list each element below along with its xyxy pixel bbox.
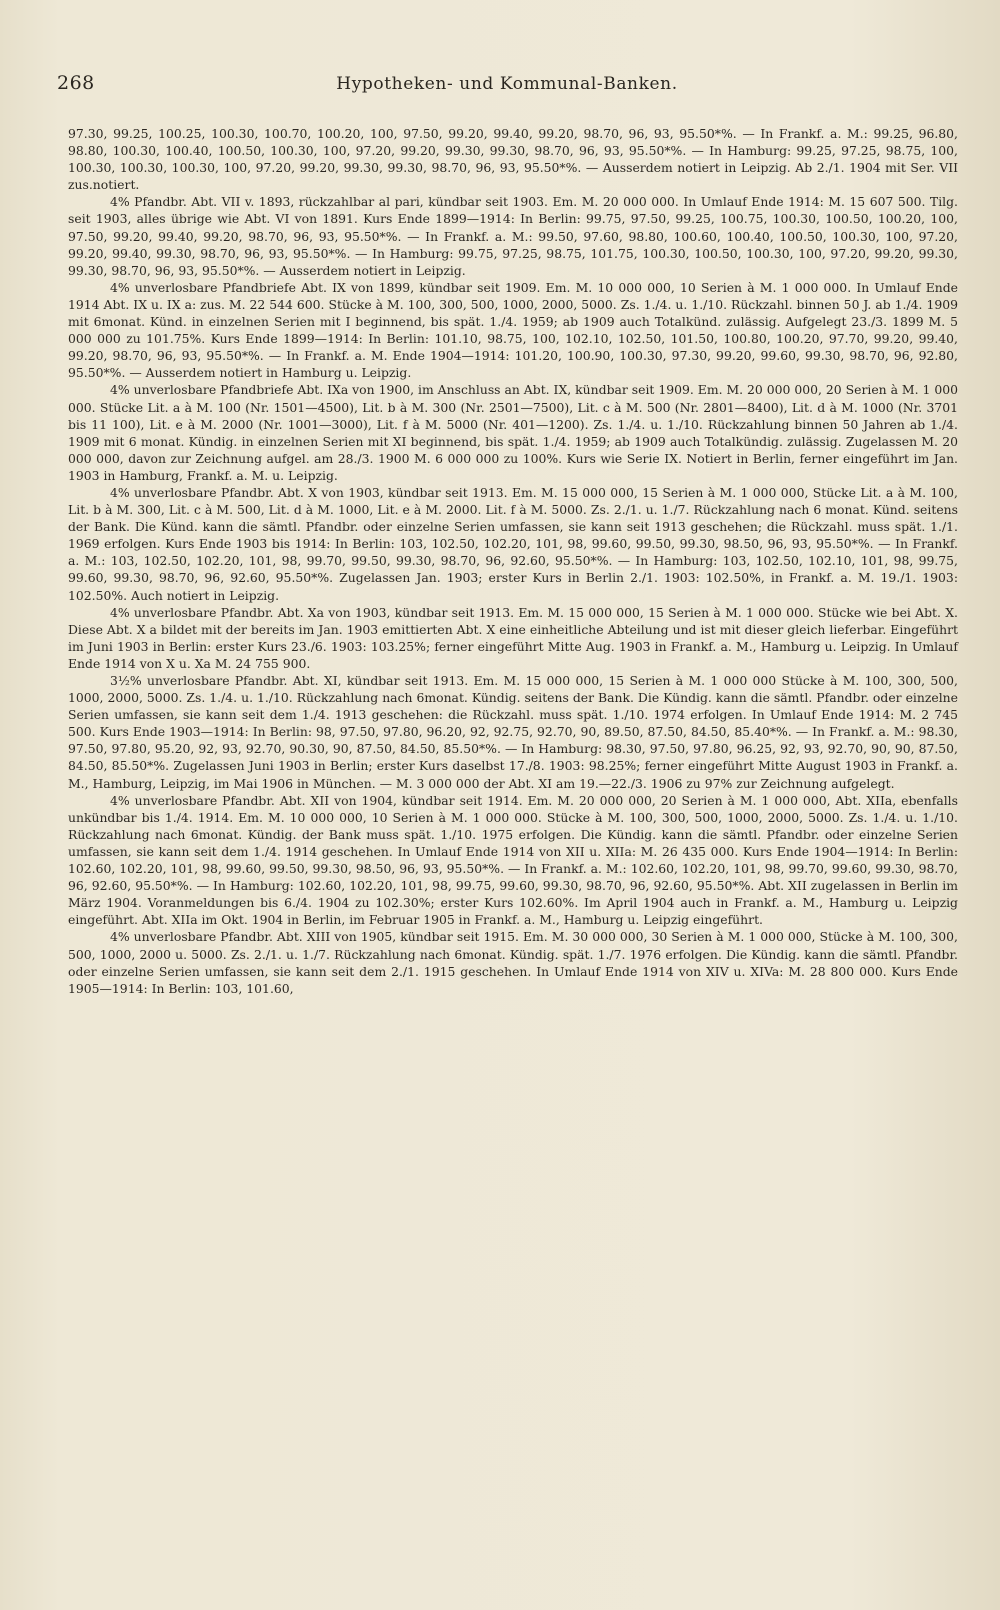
paragraph-continuation: 97.30, 99.25, 100.25, 100.30, 100.70, 100.20, 100, 97.50, 99.20, 99.40, 99.20, 98.70, 96, 93, 95.50*%. — In Frankf. a. M.: 99.25, 96.80, 98.80, 100.30, 100.40, 100.50, 100.30, 100, 97.20, 99.20, 99.30, 99.30, 98.70, 96, 93, 95.50*%. — In Hamburg: 99.25, 97.25, 98.75, 100, 100.30, 100.30, 100.30, 100, 97.20, 99.20, 99.30, 99.30, 98.70, 96, 93, 95.50*%. — Ausserdem notiert in Leipzig. Ab 2./1. 1904 mit Ser. VII zus.notiert.: [68, 126, 958, 193]
paragraph-pfandbr-abt-ixa: 4% unverlosbare Pfandbriefe Abt. IXa von 1900, im Anschluss an Abt. IX, kündbar seit 1909. Em. M. 20 000 000, 20 Serien à M. 1 000 000. Stücke Lit. a à M. 100 (Nr. 1501—4500), Lit. b à M. 300 (Nr. 2501—7500), Lit. c à M. 500 (Nr. 2801—8400), Lit. d à M. 1000 (Nr. 3701 bis 11 100), Lit. e à M. 2000 (Nr. 1001—3000), Lit. f à M. 5000 (Nr. 401—1200). Zs. 1./4. u. 1./10. Rückzahlung binnen 50 Jahren ab 1./4. 1909 mit 6 monat. Kündig. in einzelnen Serien mit XI beginnend, bis spät. 1./4. 1959; ab 1909 auch Totalkündig. zulässig. Zugelassen M. 20 000 000, davon zur Zeichnung aufgel. am 28./3. 1900 M. 6 000 000 zu 100%. Kurs wie Serie IX. Notiert in Berlin, ferner eingeführt im Jan. 1903 in Hamburg, Frankf. a. M. u. Leipzig.: [68, 382, 958, 483]
paragraph-pfandbr-abt-xi: 3½% unverlosbare Pfandbr. Abt. XI, kündbar seit 1913. Em. M. 15 000 000, 15 Serien à M. 1 000 000 Stücke à M. 100, 300, 500, 1000, 2000, 5000. Zs. 1./4. u. 1./10. Rückzahlung nach 6monat. Kündig. seitens der Bank. Die Kündig. kann die sämtl. Pfandbr. oder einzelne Serien umfassen, sie kann seit dem 1./4. 1913 geschehen: die Rückzahl. muss spät. 1./10. 1974 erfolgen. In Umlauf Ende 1914: M. 2 745 500. Kurs Ende 1903—1914: In Berlin: 98, 97.50, 97.80, 96.20, 92, 92.75, 92.70, 90, 89.50, 87.50, 84.50, 85.40*%. — In Frankf. a. M.: 98.30, 97.50, 97.80, 95.20, 92, 93, 92.70, 90.30, 90, 87.50, 84.50, 85.50*%. — In Hamburg: 98.30, 97.50, 97.80, 96.25, 92, 93, 92.70, 90, 90, 87.50, 84.50, 85.50*%. Zugelassen Juni 1903 in Berlin; erster Kurs daselbst 17./8. 1903: 98.25%; ferner eingeführt Mitte August 1903 in Frankf. a. M., Hamburg, Leipzig, im Mai 1906 in München. — M. 3 000 000 der Abt. XI am 19.—22./3. 1906 zu 97% zur Zeichnung aufgelegt.: [68, 673, 958, 791]
paragraph-pfandbr-abt-xii: 4% unverlosbare Pfandbr. Abt. XII von 1904, kündbar seit 1914. Em. M. 20 000 000, 20 Serien à M. 1 000 000, Abt. XIIa, ebenfalls unkündbar bis 1./4. 1914. Em. M. 10 000 000, 10 Serien à M. 1 000 000. Stücke à M. 100, 300, 500, 1000, 2000, 5000. Zs. 1./4. u. 1./10. Rückzahlung nach 6monat. Kündig. der Bank muss spät. 1./10. 1975 erfolgen. Die Kündig. kann die sämtl. Pfandbr. oder einzelne Serien umfassen, sie kann seit dem 1./4. 1914 geschehen. In Umlauf Ende 1914 von XII u. XIIa: M. 26 435 000. Kurs Ende 1904—1914: In Berlin: 102.60, 102.20, 101, 98, 99.60, 99.50, 99.30, 98.50, 96, 93, 95.50*%. — In Frankf. a. M.: 102.60, 102.20, 101, 98, 99.70, 99.60, 99.30, 98.70, 96, 92.60, 95.50*%. — In Hamburg: 102.60, 102.20, 101, 98, 99.75, 99.60, 99.30, 98.70, 96, 92.60, 95.50*%. Abt. XII zugelassen in Berlin im März 1904. Voranmeldungen bis 6./4. 1904 zu 102.30%; erster Kurs 102.60%. Im April 1904 auch in Frankf. a. M., Hamburg u. Leipzig eingeführt. Abt. XIIa im Okt. 1904 in Berlin, im Februar 1905 in Frankf. a. M., Hamburg u. Leipzig eingeführt.: [68, 792, 958, 928]
page-number: 268: [57, 72, 95, 94]
paragraph-pfandbr-abt-xiii: 4% unverlosbare Pfandbr. Abt. XIII von 1905, kündbar seit 1915. Em. M. 30 000 000, 30 Serien à M. 1 000 000, Stücke à M. 100, 300, 500, 1000, 2000 u. 5000. Zs. 2./1. u. 1./7. Rückzahlung nach 6monat. Kündig. spät. 1./7. 1976 erfolgen. Die Kündig. kann die sämtl. Pfandbr. oder einzelne Serien umfassen, sie kann seit dem 2./1. 1915 geschehen. In Umlauf Ende 1914 von XIV u. XIVa: M. 28 800 000. Kurs Ende 1905—1914: In Berlin: 103, 101.60,: [68, 929, 958, 996]
running-title: Hypotheken- und Kommunal-Banken.: [336, 74, 678, 94]
paragraph-pfandbr-abt-xa: 4% unverlosbare Pfandbr. Abt. Xa von 1903, kündbar seit 1913. Em. M. 15 000 000, 15 Serien à M. 1 000 000. Stücke wie bei Abt. X. Diese Abt. X a bildet mit der bereits im Jan. 1903 emittierten Abt. X eine einheitliche Abteilung und ist mit dieser gleich lieferbar. Eingeführt im Juni 1903 in Berlin: erster Kurs 23./6. 1903: 103.25%; ferner eingeführt Mitte Aug. 1903 in Frankf. a. M., Hamburg u. Leipzig. In Umlauf Ende 1914 von X u. Xa M. 24 755 900.: [68, 604, 958, 671]
paragraph-pfandbr-abt-vii: 4% Pfandbr. Abt. VII v. 1893, rückzahlbar al pari, kündbar seit 1903. Em. M. 20 000 000. In Umlauf Ende 1914: M. 15 607 500. Tilg. seit 1903, alles übrige wie Abt. VI von 1891. Kurs Ende 1899—1914: In Berlin: 99.75, 97.50, 99.25, 100.75, 100.30, 100.50, 100.20, 100, 97.50, 99.20, 99.40, 99.20, 98.70, 96, 93, 95.50*%. — In Frankf. a. M.: 99.50, 97.60, 98.80, 100.60, 100.40, 100.50, 100.30, 100, 97.20, 99.20, 99.40, 99.30, 98.70, 96, 93, 95.50*%. — In Hamburg: 99.75, 97.25, 98.75, 101.75, 100.30, 100.50, 100.30, 100, 97.20, 99.20, 99.30, 99.30, 98.70, 96, 93, 95.50*%. — Ausserdem notiert in Leipzig.: [68, 194, 958, 278]
paragraph-pfandbr-abt-ix: 4% unverlosbare Pfandbriefe Abt. IX von 1899, kündbar seit 1909. Em. M. 10 000 000, 10 Serien à M. 1 000 000. In Umlauf Ende 1914 Abt. IX u. IX a: zus. M. 22 544 600. Stücke à M. 100, 300, 500, 1000, 2000, 5000. Zs. 1./4. u. 1./10. Rückzahl. binnen 50 J. ab 1./4. 1909 mit 6monat. Künd. in einzelnen Serien mit I beginnend, bis spät. 1./4. 1959; ab 1909 auch Totalkünd. zulässig. Aufgelegt 23./3. 1899 M. 5 000 000 zu 101.75%. Kurs Ende 1899—1914: In Berlin: 101.10, 98.75, 100, 102.10, 102.50, 101.50, 100.80, 100.20, 97.70, 99.20, 99.40, 99.20, 98.70, 96, 93, 95.50*%. — In Frankf. a. M. Ende 1904—1914: 101.20, 100.90, 100.30, 97.30, 99.20, 99.60, 99.30, 98.70, 96, 92.80, 95.50*%. — Ausserdem notiert in Hamburg u. Leipzig.: [68, 279, 958, 381]
paragraph-pfandbr-abt-x: 4% unverlosbare Pfandbr. Abt. X von 1903, kündbar seit 1913. Em. M. 15 000 000, 15 Serien à M. 1 000 000, Stücke Lit. a à M. 100, Lit. b à M. 300, Lit. c à M. 500, Lit. d à M. 1000, Lit. e à M. 2000. Lit. f à M. 5000. Zs. 2./1. u. 1./7. Rückzahlung nach 6 monat. Künd. seitens der Bank. Die Künd. kann die sämtl. Pfandbr. oder einzelne Serien umfassen, sie kann seit 1913 geschehen; die Rückzahl. muss spät. 1./1. 1969 erfolgen. Kurs Ende 1903 bis 1914: In Berlin: 103, 102.50, 102.20, 101, 98, 99.60, 99.50, 99.30, 98.50, 96, 93, 95.50*%. — In Frankf. a. M.: 103, 102.50, 102.20, 101, 98, 99.70, 99.50, 99.30, 98.70, 96, 92.60, 95.50*%. — In Hamburg: 103, 102.50, 102.10, 101, 98, 99.75, 99.60, 99.30, 98.70, 96, 92.60, 95.50*%. Zugelassen Jan. 1903; erster Kurs in Berlin 2./1. 1903: 102.50%, in Frankf. a. M. 19./1. 1903: 102.50%. Auch notiert in Leipzig.: [68, 484, 958, 603]
page-header: [57, 72, 957, 112]
body-text: [68, 125, 958, 997]
